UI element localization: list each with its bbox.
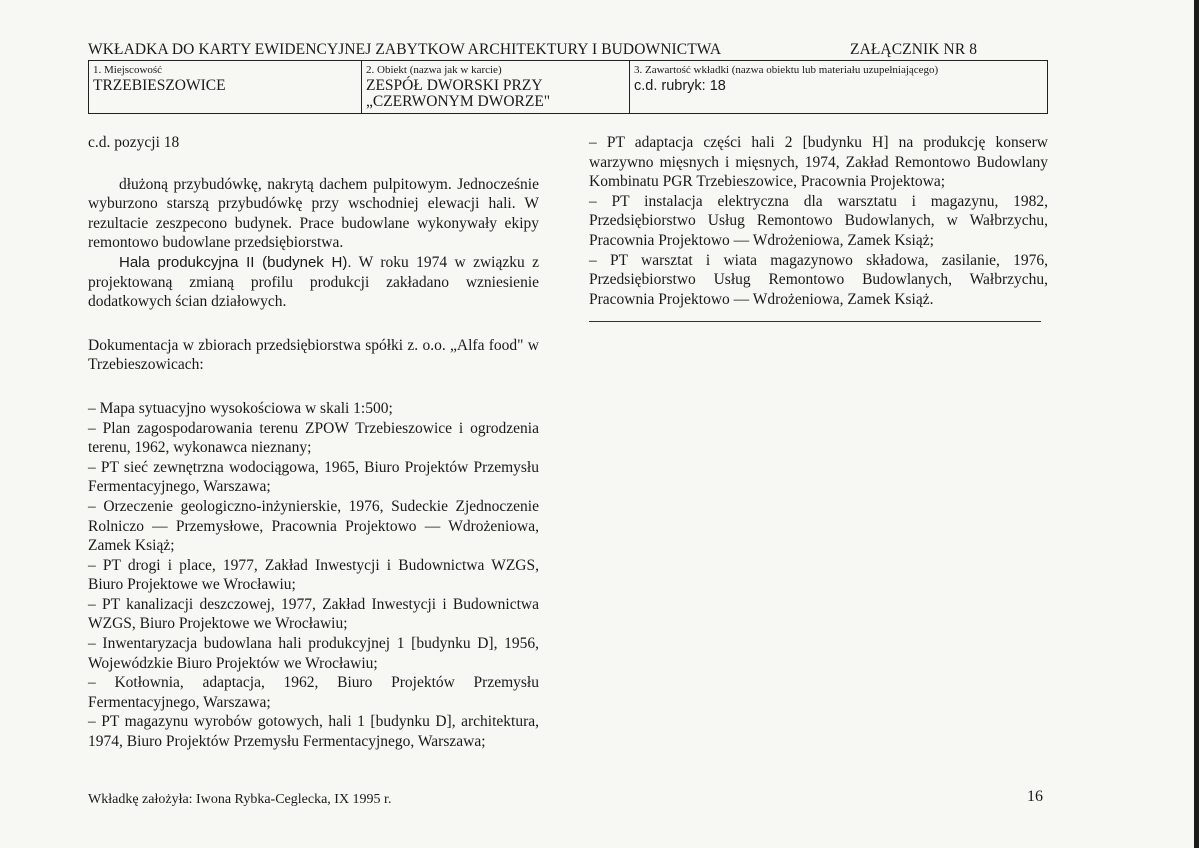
- paragraph: [88, 253, 539, 312]
- cell-value: c.d. rubryk: 18: [634, 78, 726, 94]
- header-title: WKŁADKA DO KARTY EWIDENCYJNEJ ZABYTKOW ARCHITEKTURY I BUDOWNICTWA: [88, 41, 722, 58]
- continuation-note: c.d. pozycji 18: [88, 134, 180, 151]
- list-item: – Mapa sytuacyjno wysokościowa w skali 1:500;: [88, 399, 393, 417]
- document-header: [88, 41, 1048, 59]
- list-item: – PT instalacja elektryczna dla warsztatu i magazynu, 1982, Przedsiębiorstwo Usług Remontowo Budowlanych, w Wałbrzychu, Pracownia Projektowo — Wdrożeniowa, Zamek Książ;: [589, 192, 1048, 249]
- cell-label: 2. Obiekt (nazwa jak w karcie): [366, 64, 502, 76]
- form-cell-object: [362, 61, 630, 113]
- form-cell-contents: [630, 61, 1047, 113]
- form-cell-locality: [89, 61, 362, 113]
- cell-value: TRZEBIESZOWICE: [93, 77, 226, 94]
- list-item: – Inwentaryzacja budowlana hali produkcyjnej 1 [budynku D], 1956, Wojewódzkie Biuro Projektów we Wrocławiu;: [88, 635, 539, 672]
- cell-value-line2: „CZERWONYM DWORZE": [366, 93, 551, 110]
- list-item: – Kotłownia, adaptacja, 1962, Biuro Projektów Przemysłu Fermentacyjnego, Warszawa;: [88, 674, 539, 711]
- section-heading: Hala produkcyjna II (budynek H).: [119, 253, 352, 271]
- cell-label: 3. Zawartość wkładki (nazwa obiektu lub materiału uzupełniającego): [634, 64, 939, 76]
- right-column: [589, 133, 1048, 322]
- end-rule: [589, 321, 1041, 322]
- cell-label: 1. Miejscowość: [93, 64, 163, 76]
- paragraph: dłużoną przybudówkę, nakrytą dachem pulpitowym. Jednocześnie wyburzono starszą przybudówkę przy wschodniej elewacji hali. W rezultacie zeszpecono budynek. Prace budowlane wykonywały ekipy remontowo budowlane przedsiębiorstwa.: [88, 175, 539, 252]
- footer-author: Wkładkę założyła: Iwona Rybka-Ceglecka, IX 1995 r.: [88, 792, 392, 807]
- paragraph-text: W roku 1974 w związku z projektowaną zmianą profilu produkcji zakładano wzniesienie dodatkowych ścian działowych.: [88, 253, 539, 311]
- page-number: 16: [1027, 788, 1043, 805]
- list-item: – Plan zagospodarowania terenu ZPOW Trzebieszowice i ogrodzenia terenu, 1962, wykonawca nieznany;: [88, 419, 539, 457]
- list-item: – PT drogi i place, 1977, Zakład Inwestycji i Budownictwa WZGS, Biuro Projektowe we Wrocławiu;: [88, 556, 539, 594]
- documentation-intro: Dokumentacja w zbiorach przedsiębiorstwa spółki z. o.o. „Alfa food" w Trzebieszowicach:: [88, 336, 539, 374]
- left-column: [88, 133, 539, 752]
- list-item: – PT warsztat i wiata magazynowo składowa, zasilanie, 1976, Przedsiębiorstwo Usług Remontowo Budowlanych, Wałbrzychu, Pracownia Projektowo — Wdrożeniowa, Zamek Książ.: [589, 251, 1048, 308]
- attachment-number: ZAŁĄCZNIK NR 8: [850, 41, 978, 58]
- list-item: – PT sieć zewnętrzna wodociągowa, 1965, Biuro Projektów Przemysłu Fermentacyjnego, Warszawa;: [88, 458, 539, 496]
- list-item: – PT adaptacja części hali 2 [budynku H] na produkcję konserw warzywno mięsnych i mięsnych, 1974, Zakład Remontowo Budowlany Kombinatu PGR Trzebieszowice, Pracownia Projektowa;: [589, 134, 1048, 191]
- form-table: [88, 60, 1048, 114]
- list-item: – PT kanalizacji deszczowej, 1977, Zakład Inwestycji i Budownictwa WZGS, Biuro Projektowe we Wrocławiu;: [88, 595, 539, 633]
- list-item: – Orzeczenie geologiczno-inżynierskie, 1976, Sudeckie Zjednoczenie Rolniczo — Przemysłowe, Pracownia Projektowo — Wdrożeniowa, Zamek Książ;: [88, 497, 539, 555]
- list-item: – PT magazynu wyrobów gotowych, hali 1 [budynku D], architektura, 1974, Biuro Projektów Przemysłu Fermentacyjnego, Warszawa;: [88, 713, 539, 751]
- page-edge-shadow: [1194, 0, 1199, 848]
- cell-value-line1: ZESPÓŁ DWORSKI PRZY: [366, 77, 543, 94]
